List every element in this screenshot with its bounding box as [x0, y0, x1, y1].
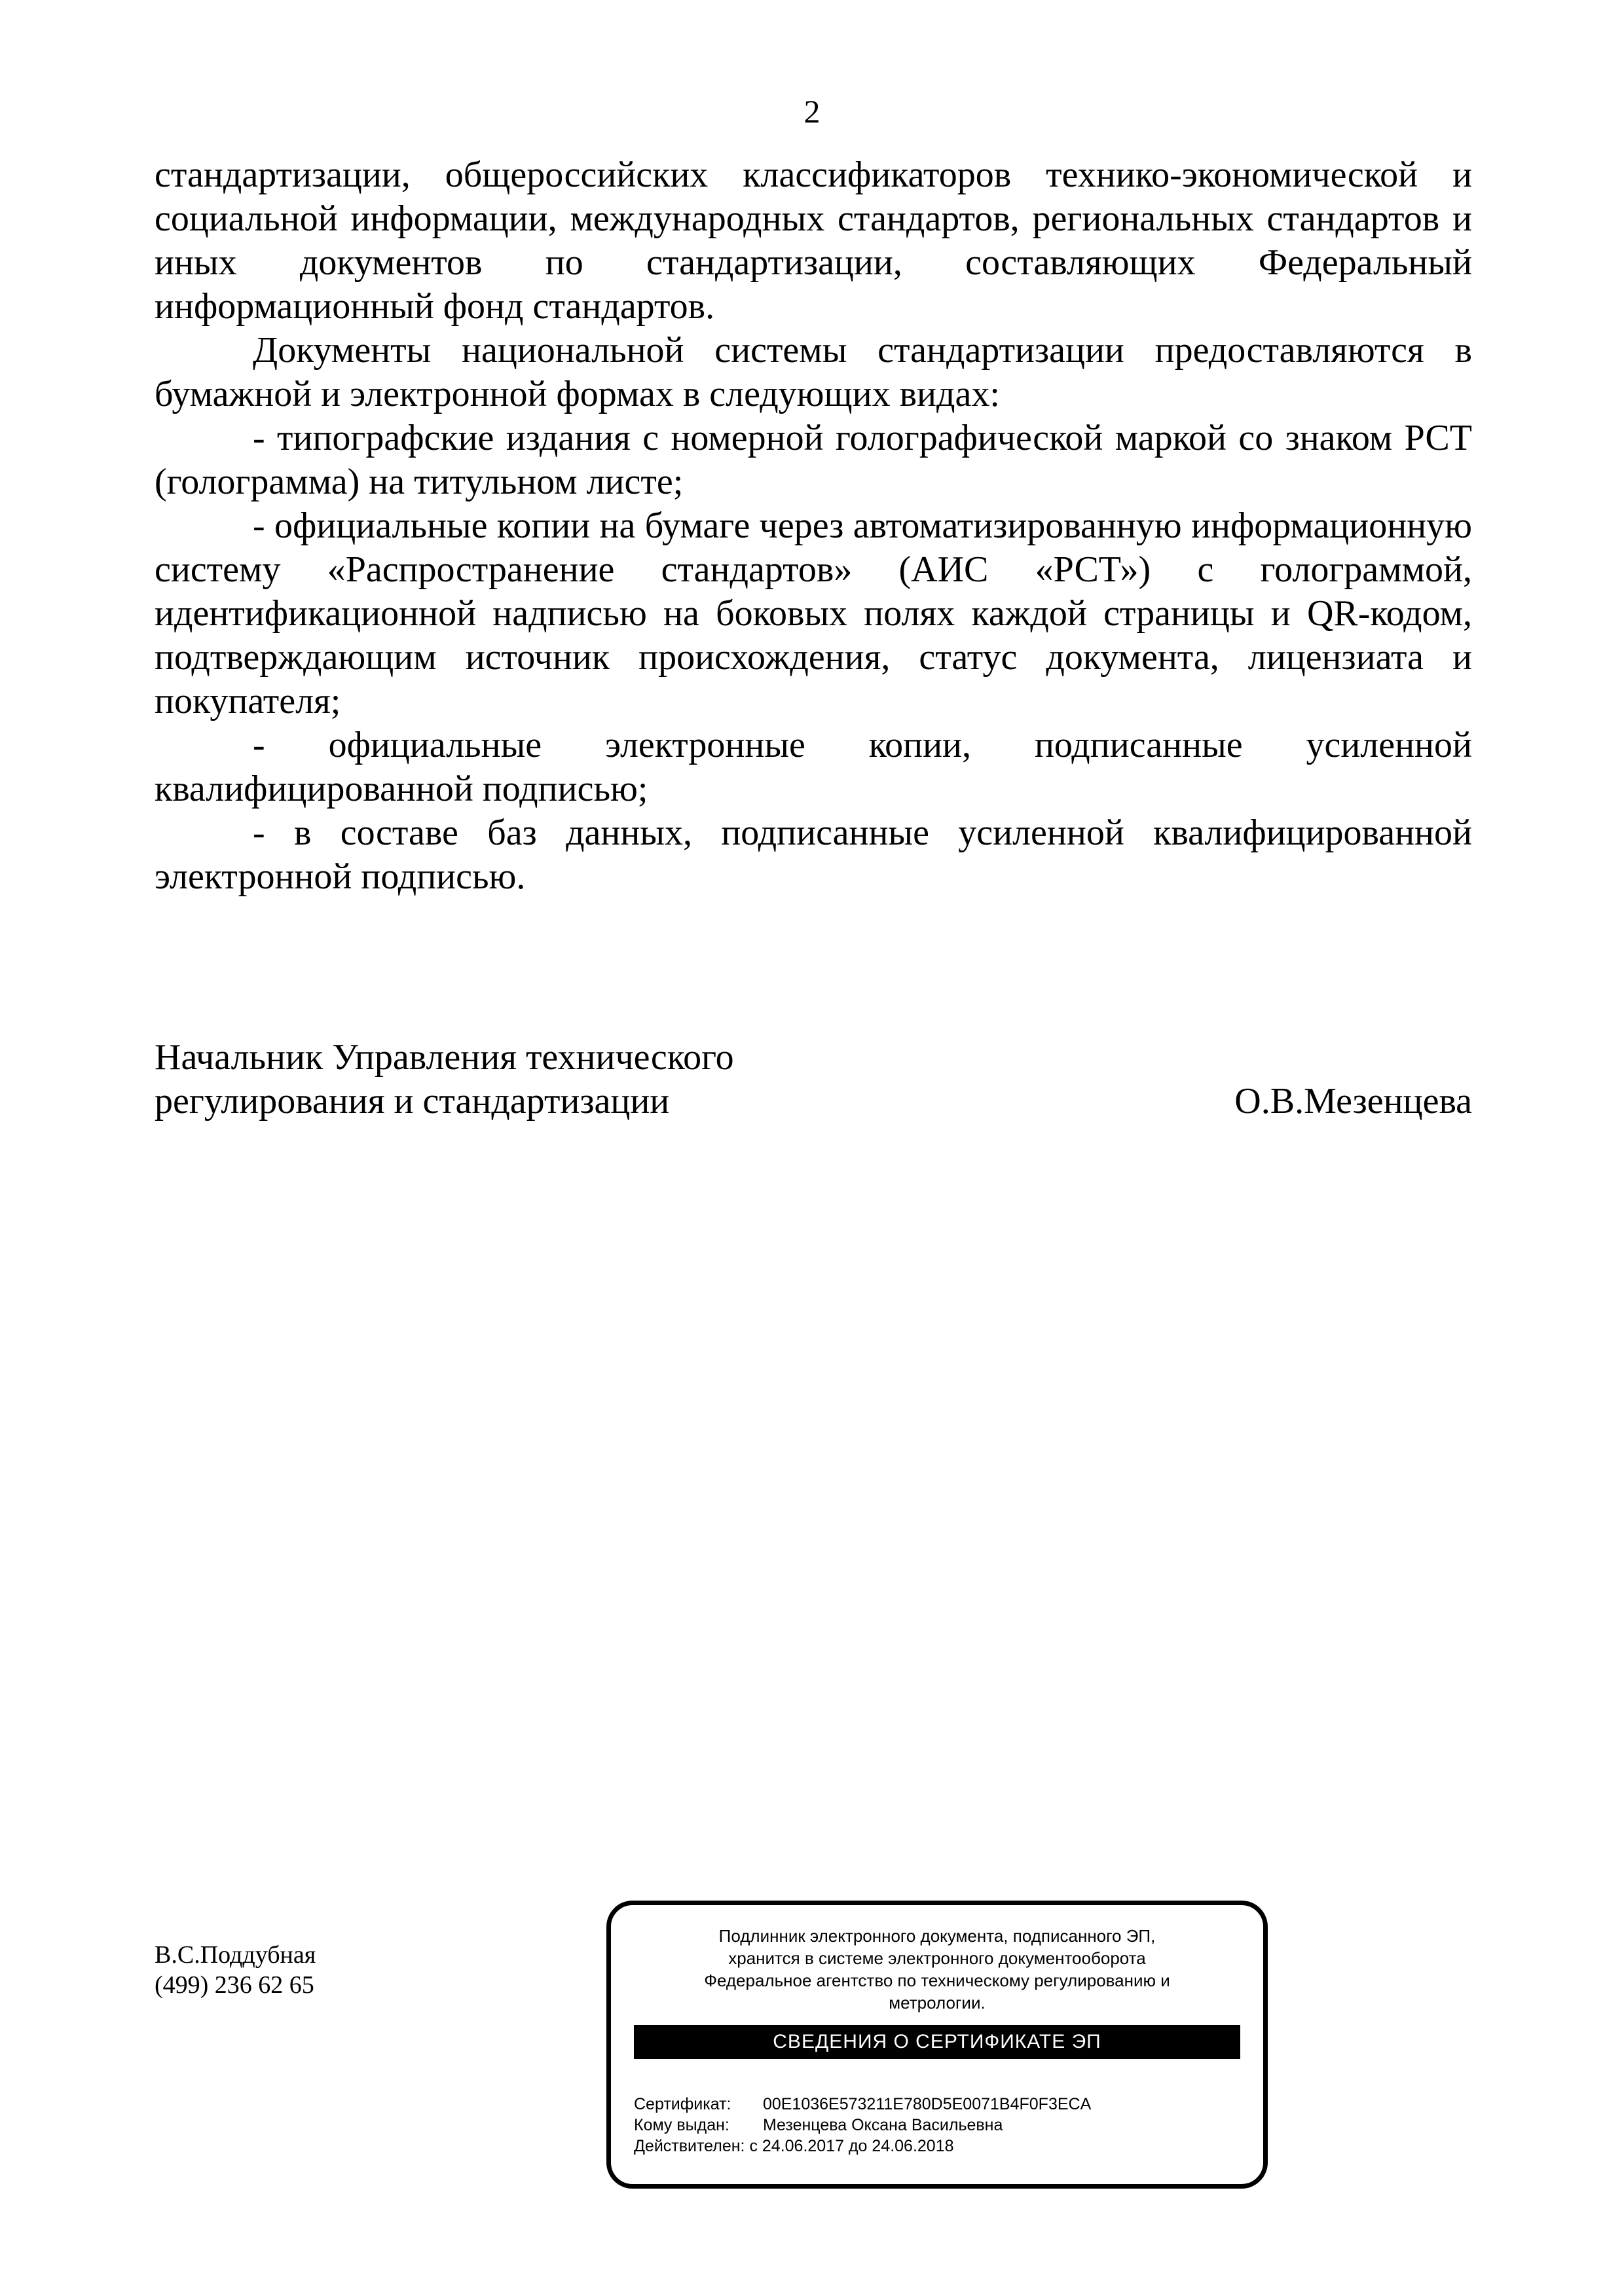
stamp-header-line: Федеральное агентство по техническому регулированию и	[704, 1971, 1170, 1990]
issued-to-label: Кому выдан:	[634, 2116, 729, 2134]
issued-to-row	[634, 2115, 1240, 2136]
certificate-row	[634, 2094, 1240, 2115]
list-item: - официальные электронные копии, подписанные усиленной квалифицированной подписью;	[155, 725, 1472, 809]
list-item: - официальные копии на бумаге через автоматизированную информационную систему «Распространение стандартов» (АИС «РСТ») с голограммой, идентификационной надписью на боковых полях каждой страницы и QR-кодом, подтверждающим источник происхождения, статус документа, лицензиата и покупателя;	[155, 505, 1472, 721]
page-number: 2	[803, 93, 821, 130]
executor-phone: (499) 236 62 65	[155, 1971, 314, 1999]
signatory-name: О.В.Мезенцева	[1234, 1081, 1472, 1121]
validity-value: с 24.06.2017 до 24.06.2018	[749, 2137, 954, 2155]
signatory-position-line2: регулирования и стандартизации	[155, 1081, 670, 1121]
stamp-certificate-bar: СВЕДЕНИЯ О СЕРТИФИКАТЕ ЭП	[634, 2025, 1240, 2059]
signatory-position-line1: Начальник Управления технического	[155, 1037, 734, 1078]
stamp-header-line: метрологии.	[889, 1993, 986, 2013]
list-item: - типографские издания с номерной голографической маркой со знаком РСТ (голограмма) на титульном листе;	[155, 418, 1472, 502]
body-paragraph: Документы национальной системы стандартизации предоставляются в бумажной и электронной формах в следующих видах:	[155, 330, 1472, 414]
body-paragraph: стандартизации, общероссийских классификаторов технико-экономической и социальной информации, международных стандартов, региональных стандартов и иных документов по стандартизации, составляющих Федеральный информационный фонд стандартов.	[155, 155, 1472, 327]
signature-block	[155, 1036, 1472, 1123]
certificate-label: Сертификат:	[634, 2095, 731, 2113]
validity-label: Действителен:	[634, 2137, 745, 2155]
executor-info	[155, 1940, 316, 2000]
electronic-signature-stamp	[606, 1901, 1268, 2189]
issued-to-value: Мезенцева Оксана Васильевна	[762, 2116, 1003, 2134]
list-item: - в составе баз данных, подписанные усиленной квалифицированной электронной подписью.	[155, 812, 1472, 897]
document-body	[155, 153, 1472, 899]
validity-row	[634, 2136, 1240, 2157]
certificate-value: 00E1036E573211E780D5E0071B4F0F3ECA	[762, 2095, 1092, 2113]
stamp-details	[634, 2094, 1240, 2157]
stamp-header-line: Подлинник электронного документа, подписанного ЭП,	[718, 1926, 1156, 1946]
stamp-header	[631, 1925, 1244, 2014]
stamp-header-line: хранится в системе электронного документооборота	[728, 1948, 1146, 1968]
executor-name: В.С.Поддубная	[155, 1941, 316, 1969]
